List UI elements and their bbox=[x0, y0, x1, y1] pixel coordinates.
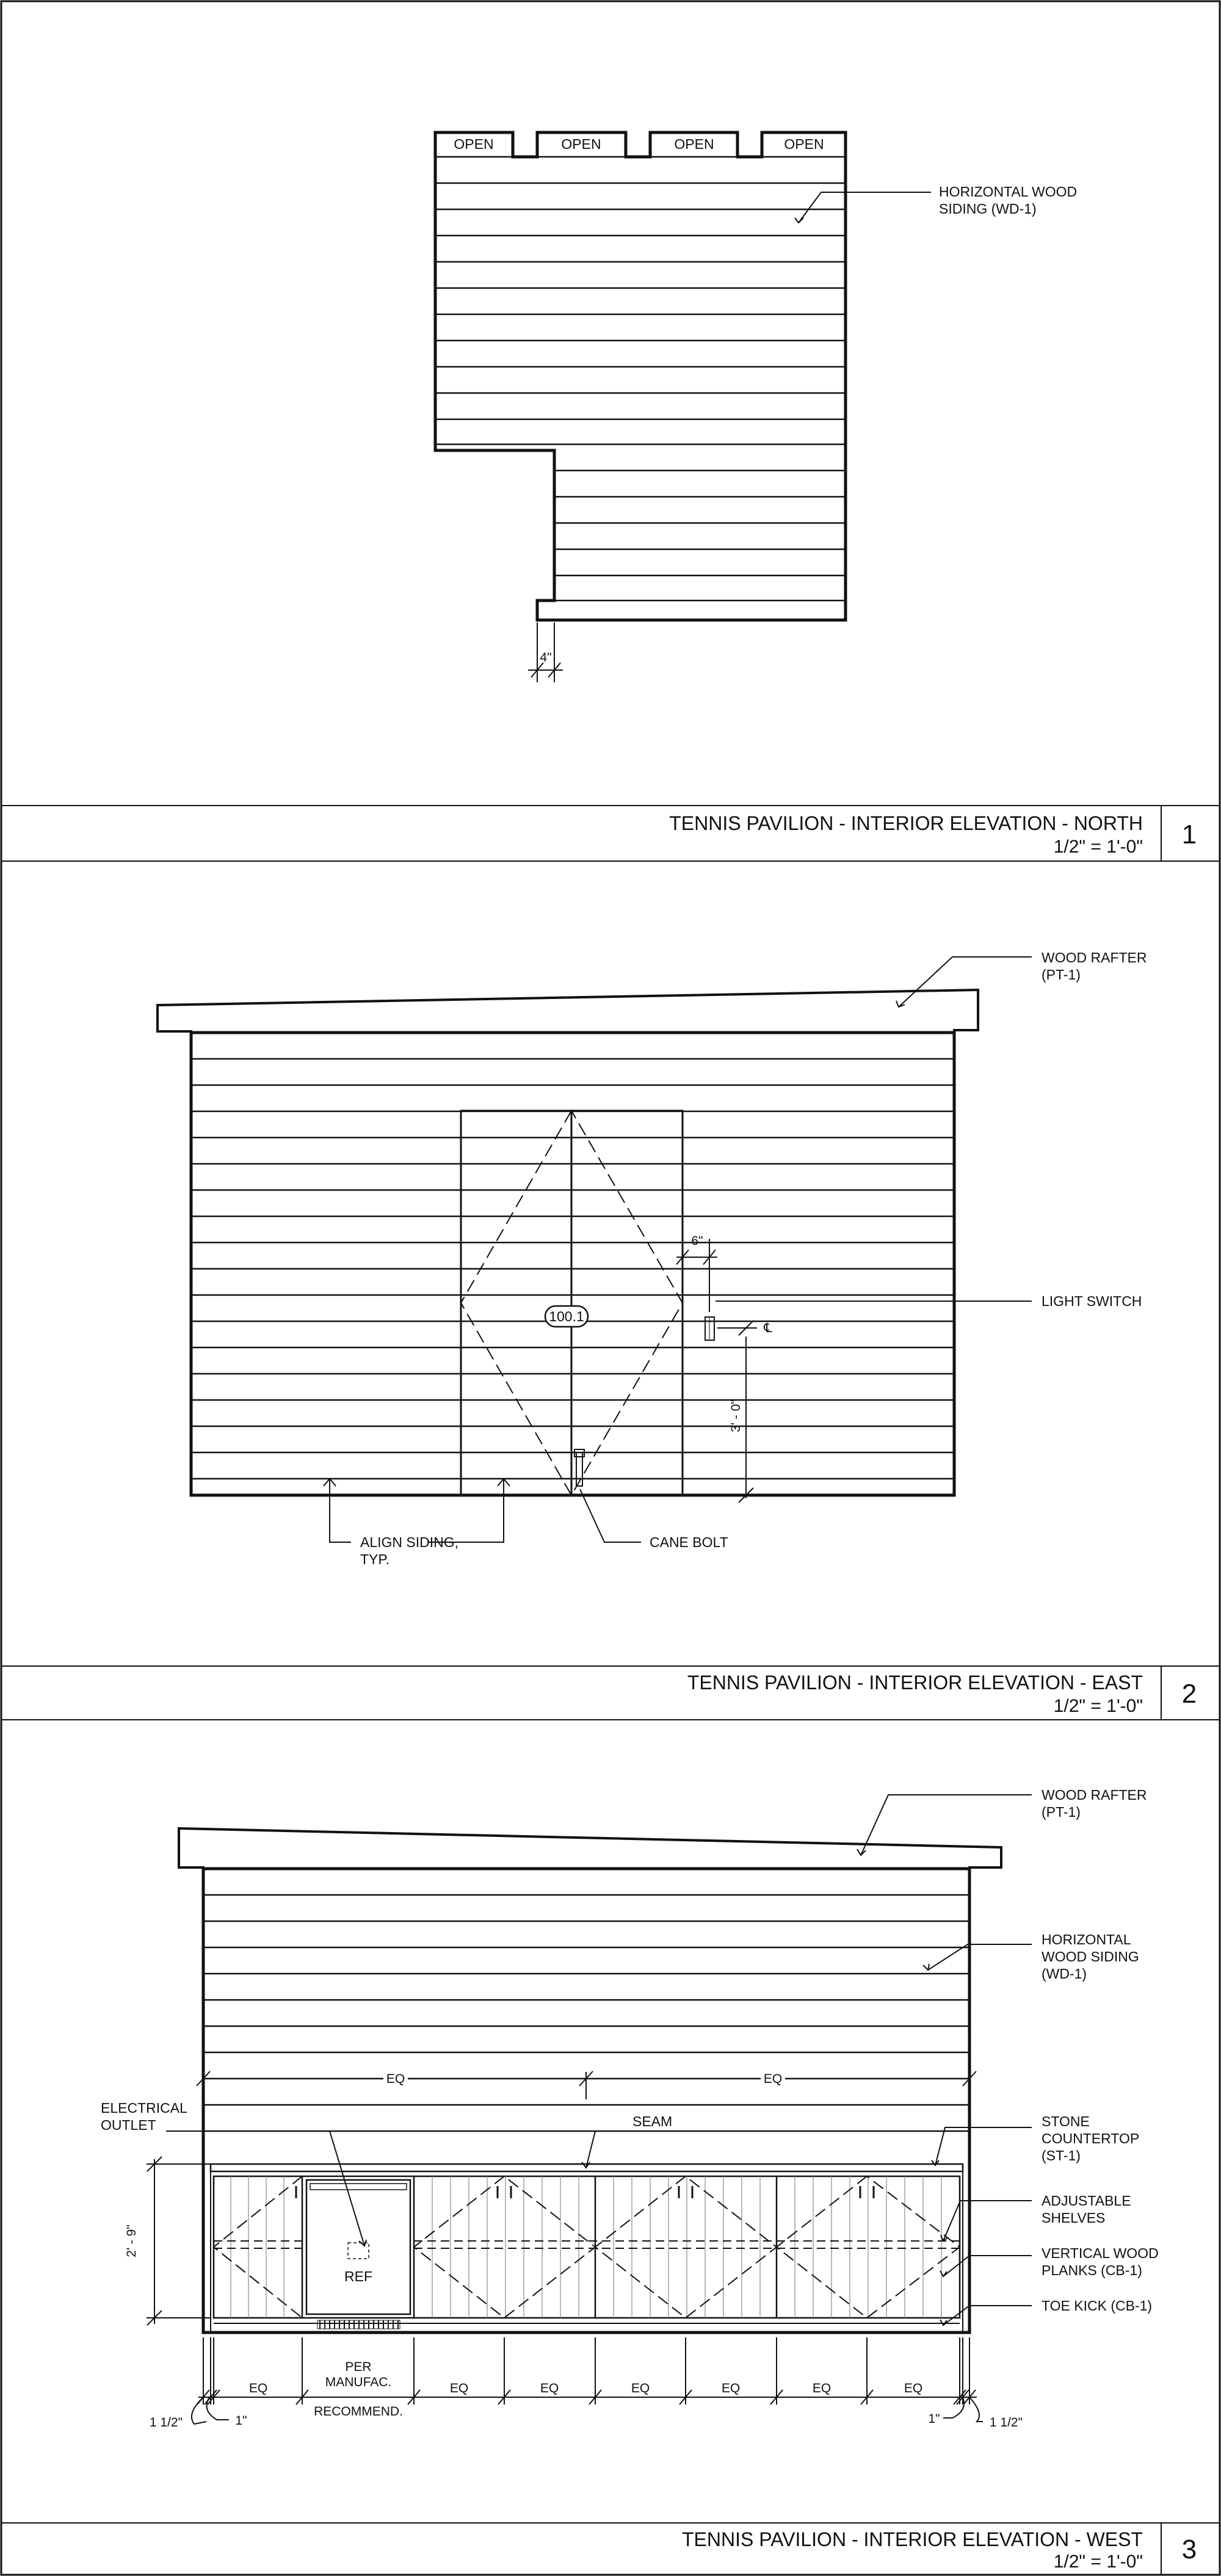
shelves-note-line2: SHELVES bbox=[1042, 2210, 1106, 2226]
height-dimension-text: 2' - 9" bbox=[125, 2224, 139, 2257]
north-panel-number: 1 bbox=[1181, 820, 1197, 850]
light-switch bbox=[705, 1317, 714, 1340]
north-elevation bbox=[435, 132, 1077, 682]
align-siding-leader bbox=[324, 1479, 510, 1542]
outlet-note-line1: ELECTRICAL bbox=[101, 2100, 187, 2116]
eq-bottom-5: EQ bbox=[721, 2381, 741, 2395]
eq-label-top-left: EQ bbox=[386, 2072, 405, 2086]
left-one-half-inch: 1 1/2" bbox=[149, 2415, 183, 2430]
north-scale: 1/2" = 1'-0" bbox=[1053, 837, 1143, 857]
title-block-north bbox=[669, 806, 1197, 861]
refrigerator-label: REF bbox=[344, 2268, 372, 2284]
west-siding-note-line1: HORIZONTAL bbox=[1042, 1932, 1131, 1947]
east-roof-rafter bbox=[158, 990, 978, 1033]
east-panel-number: 2 bbox=[1181, 1679, 1197, 1709]
eq-bottom-6: EQ bbox=[812, 2381, 832, 2395]
toe-kick-note: TOE KICK (CB-1) bbox=[1042, 2298, 1153, 2314]
per-manufac-line1: PER bbox=[345, 2360, 372, 2374]
east-elevation bbox=[158, 950, 1147, 1567]
countertop-note-line2: COUNTERTOP bbox=[1042, 2130, 1140, 2146]
eq-bottom-3: EQ bbox=[540, 2381, 559, 2395]
east-siding-lines bbox=[191, 1059, 954, 1479]
door-tag bbox=[545, 1306, 588, 1327]
west-scale: 1/2" = 1'-0" bbox=[1053, 2552, 1143, 2572]
west-roof-rafter bbox=[179, 1828, 1001, 1869]
eq-dimension-top bbox=[197, 2071, 976, 2099]
cane-bolt-note: CANE BOLT bbox=[650, 1534, 728, 1550]
door-tag-number: 100.1 bbox=[549, 1308, 584, 1324]
east-scale: 1/2" = 1'-0" bbox=[1053, 1696, 1143, 1716]
eq-bottom-4: EQ bbox=[631, 2381, 650, 2395]
three-foot-dimension: 3' - 0" bbox=[729, 1399, 743, 1432]
align-siding-note-line2: TYP. bbox=[360, 1551, 390, 1567]
centerline-symbol: ℄ bbox=[764, 1321, 772, 1335]
open-label-4: OPEN bbox=[784, 136, 824, 152]
per-manufac-line2: MANUFAC. bbox=[325, 2375, 392, 2389]
offset-dimension-text: 4" bbox=[540, 651, 552, 665]
cane-bolt-leader bbox=[580, 1489, 641, 1542]
light-switch-note: LIGHT SWITCH bbox=[1042, 1293, 1142, 1309]
switch-dimensions bbox=[676, 1239, 760, 1503]
eq-label-top-right: EQ bbox=[763, 2072, 783, 2086]
countertop-note-line3: (ST-1) bbox=[1042, 2148, 1081, 2163]
right-one-half-inch: 1 1/2" bbox=[989, 2415, 1023, 2430]
left-one-inch: 1" bbox=[235, 2414, 247, 2428]
siding-note-line1: HORIZONTAL WOOD bbox=[939, 184, 1078, 200]
west-panel-number: 3 bbox=[1181, 2535, 1197, 2564]
title-block-west bbox=[682, 2523, 1197, 2575]
right-one-inch: 1" bbox=[928, 2412, 940, 2426]
align-siding-note-line1: ALIGN SIDING, bbox=[360, 1534, 459, 1550]
north-wall-outline bbox=[435, 132, 846, 620]
west-siding-note-line2: WOOD SIDING bbox=[1042, 1949, 1139, 1964]
west-leaders bbox=[166, 1795, 1032, 2325]
six-inch-dimension: 6" bbox=[691, 1234, 703, 1248]
north-siding-lines bbox=[435, 157, 846, 601]
double-door bbox=[461, 1111, 683, 1495]
siding-note-line2: SIDING (WD-1) bbox=[939, 201, 1037, 217]
planks-note-line1: VERTICAL WOOD bbox=[1042, 2245, 1159, 2261]
bottom-dimension-string bbox=[192, 2337, 983, 2424]
planks-note-line2: PLANKS (CB-1) bbox=[1042, 2262, 1142, 2278]
east-rafter-note-line1: WOOD RAFTER bbox=[1042, 950, 1147, 965]
west-title: TENNIS PAVILION - INTERIOR ELEVATION - WEST bbox=[681, 2528, 1143, 2550]
north-title: TENNIS PAVILION - INTERIOR ELEVATION - NORTH bbox=[669, 812, 1143, 834]
eq-bottom-2: EQ bbox=[449, 2381, 469, 2395]
siding-leader bbox=[795, 192, 931, 223]
seam-note: SEAM bbox=[632, 2113, 673, 2129]
shelves-note-line1: ADJUSTABLE bbox=[1042, 2193, 1131, 2209]
eq-bottom-1: EQ bbox=[248, 2381, 268, 2395]
rafter-leader-east bbox=[896, 957, 1032, 1007]
west-rafter-note-line2: (PT-1) bbox=[1042, 1804, 1081, 1820]
sheet-frame bbox=[1, 1, 1220, 2575]
west-siding-note-line3: (WD-1) bbox=[1042, 1966, 1087, 1982]
open-label-1: OPEN bbox=[454, 136, 494, 152]
countertop-note-line1: STONE bbox=[1042, 2113, 1090, 2129]
eq-bottom-7: EQ bbox=[904, 2381, 923, 2395]
open-label-3: OPEN bbox=[674, 136, 714, 152]
west-elevation bbox=[101, 1787, 1159, 2430]
title-block-east bbox=[687, 1666, 1197, 1720]
outlet-note-line2: OUTLET bbox=[101, 2117, 156, 2133]
east-rafter-note-line2: (PT-1) bbox=[1042, 967, 1081, 983]
height-dimension bbox=[147, 2157, 211, 2325]
open-label-2: OPEN bbox=[561, 136, 601, 152]
refrigerator bbox=[306, 2180, 410, 2329]
west-rafter-note-line1: WOOD RAFTER bbox=[1042, 1787, 1147, 1803]
east-title: TENNIS PAVILION - INTERIOR ELEVATION - EAST bbox=[687, 1672, 1143, 1694]
per-manufac-line3: RECOMMEND. bbox=[314, 2405, 403, 2419]
